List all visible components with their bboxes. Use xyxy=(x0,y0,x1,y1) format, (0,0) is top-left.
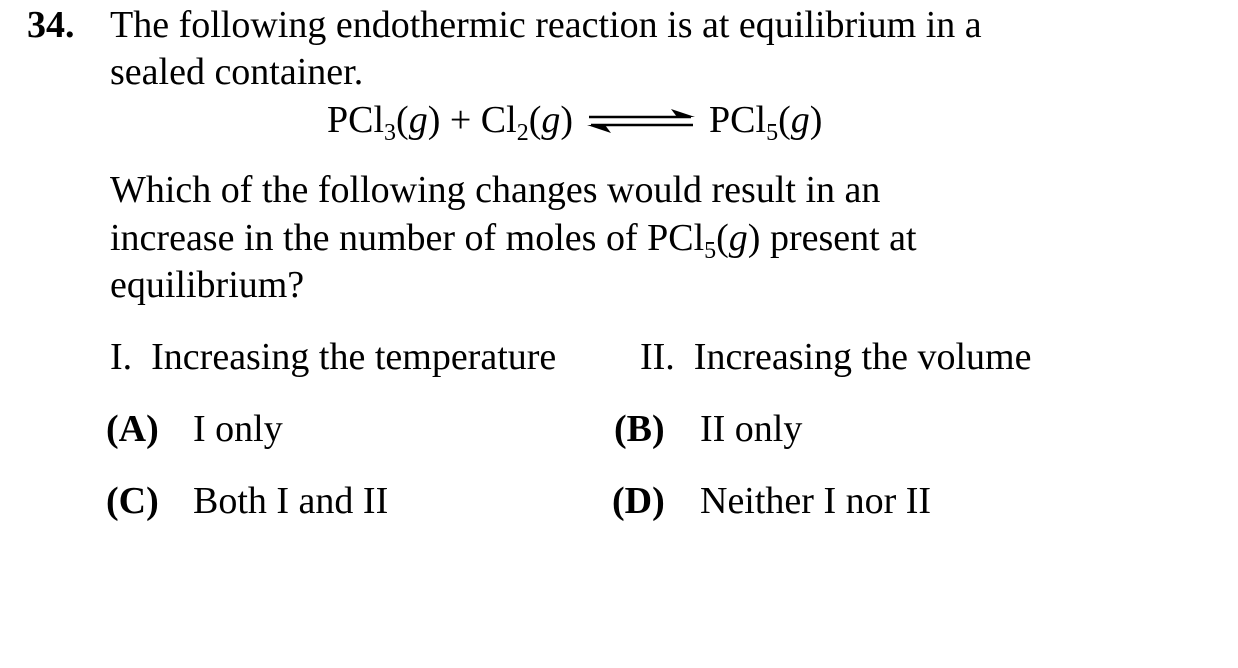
prompt-line-1: Which of the following changes would result in an xyxy=(110,169,881,211)
choice-a-text[interactable]: I only xyxy=(193,408,283,450)
choice-c-letter[interactable]: (C) xyxy=(106,480,159,522)
plus-sign: + xyxy=(440,99,481,141)
reactant-cl2-subscript: 2 xyxy=(516,120,529,146)
product-pcl5-formula: PCl xyxy=(709,99,767,141)
reactant-pcl3-open-paren: ( xyxy=(396,99,409,141)
choice-d-letter[interactable]: (D) xyxy=(612,480,665,522)
prompt-line-3: equilibrium? xyxy=(110,264,305,306)
statement-ii: II. Increasing the volume xyxy=(640,336,1032,378)
reactant-cl2-formula: Cl xyxy=(480,99,517,141)
question-number: 34. xyxy=(27,4,75,46)
reactant-pcl3 xyxy=(327,99,441,146)
equilibrium-arrow-icon xyxy=(585,106,697,136)
reactant-cl2-state: g xyxy=(541,99,561,141)
reactant-pcl3-subscript: 3 xyxy=(384,120,397,146)
reactant-pcl3-state: g xyxy=(408,99,428,141)
question-stem-line-2: sealed container. xyxy=(110,51,364,93)
product-pcl5-state: g xyxy=(790,99,810,141)
product-pcl5 xyxy=(709,99,823,146)
product-pcl5-subscript: 5 xyxy=(766,120,779,146)
prompt-line-2-state: g xyxy=(728,217,748,259)
choice-c-text[interactable]: Both I and II xyxy=(193,480,389,522)
product-pcl5-close-paren: ) xyxy=(809,99,823,141)
choice-a-letter[interactable]: (A) xyxy=(106,408,159,450)
reactant-cl2 xyxy=(480,99,574,146)
question-stem-line-1: The following endothermic reaction is at equilibrium in a xyxy=(110,4,982,46)
statement-i: I. Increasing the temperature xyxy=(110,336,557,378)
prompt-line-2 xyxy=(110,217,917,264)
prompt-line-2-subscript: 5 xyxy=(704,238,717,264)
reactant-pcl3-formula: PCl xyxy=(327,99,385,141)
choice-d-text[interactable]: Neither I nor II xyxy=(700,480,932,522)
choice-b-letter[interactable]: (B) xyxy=(614,408,665,450)
product-pcl5-open-paren: ( xyxy=(778,99,791,141)
reactant-cl2-close-paren: ) xyxy=(560,99,574,141)
reactant-cl2-open-paren: ( xyxy=(528,99,542,141)
chemical-equation xyxy=(327,99,823,146)
reactant-pcl3-close-paren: ) xyxy=(427,99,441,141)
choice-b-text[interactable]: II only xyxy=(700,408,803,450)
prompt-line-2-end: ) present at xyxy=(747,217,917,259)
prompt-line-2-open-paren: ( xyxy=(716,217,729,259)
prompt-line-2-text: increase in the number of moles of PCl xyxy=(110,217,705,259)
